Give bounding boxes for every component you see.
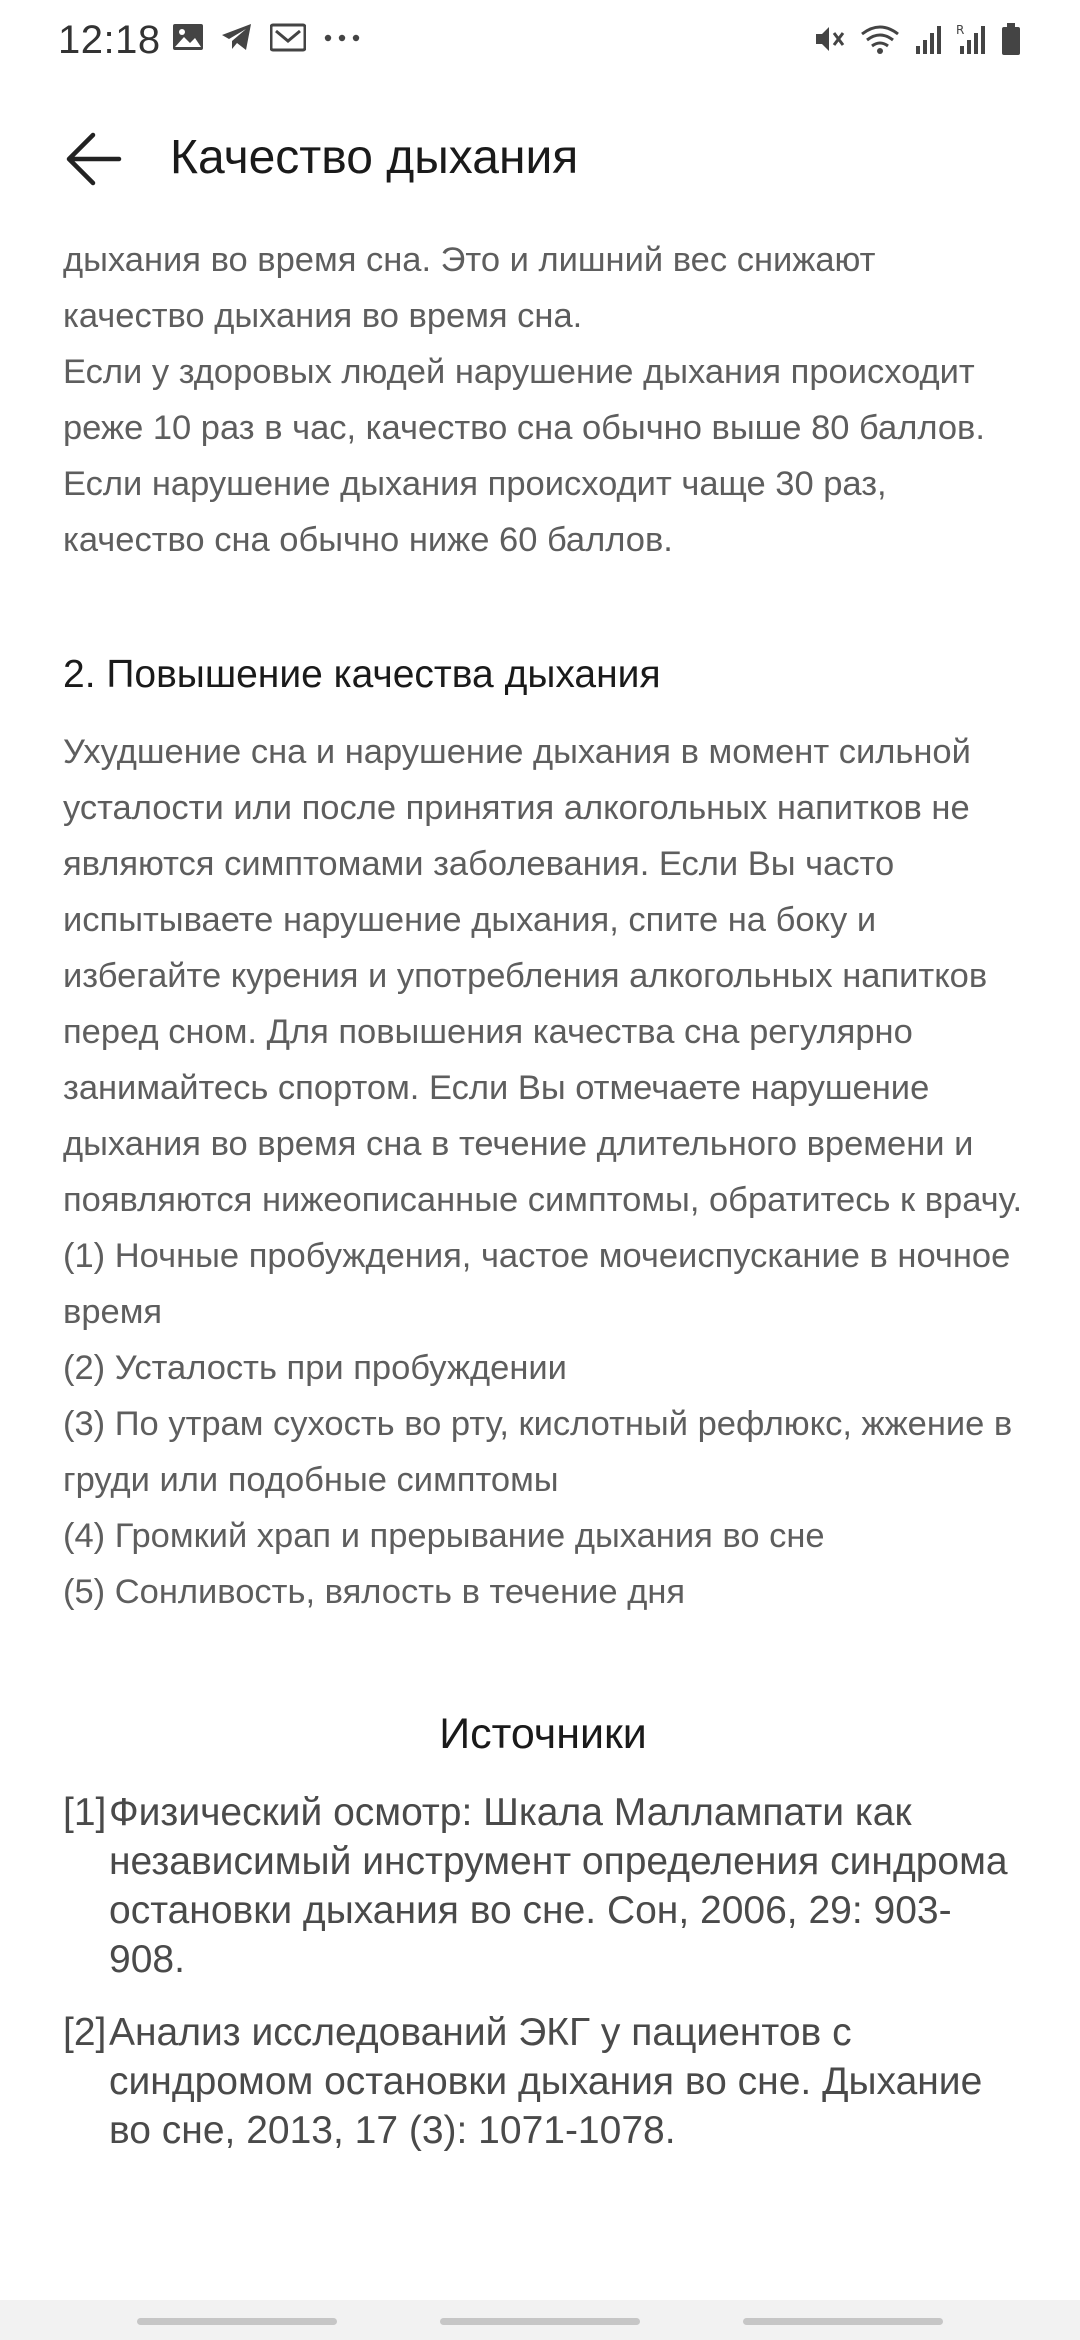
symptom-item: (1) Ночные пробуждения, частое мочеиспускание в ночное время [63,1237,1011,1331]
status-right-icons [812,22,1022,61]
signal-icon [914,22,942,61]
battery-icon [1000,22,1022,61]
signal-roaming-icon [956,22,986,61]
symptom-item: (5) Сонливость, вялость в течение дня [63,1573,686,1611]
nav-home-handle[interactable] [440,2318,640,2325]
more-dots-icon [322,22,362,52]
symptom-item: (4) Громкий храп и прерывание дыхания во сне [63,1517,825,1555]
mute-icon [812,22,846,61]
symptom-item: (2) Усталость при пробуждении [63,1349,567,1387]
section-paragraph: Ухудшение сна и нарушение дыхания в момент сильной усталости или после принятия алкогольных напитков не являются симптомами заболевания. Если Вы часто испытываете нарушение дыхания, спите на боку и избегайте курения и употребления алкогольных напитков перед сном. Для повышения качества сна регулярно занимайтесь спортом. Если Вы отмечаете нарушение дыхания во время сна в течение длительного времени и появляются нижеописанные симптомы, обратитесь к врачу. [63,733,1023,1219]
sources-title: Источники [439,1710,647,1758]
svg-text:R: R [956,23,965,37]
page-title: Качество дыхания [170,131,579,184]
source-item [63,1788,1023,1984]
symptom-item: (3) По утрам сухость во рту, кислотный рефлюкс, жжение в груди или подобные симптомы [63,1405,1013,1499]
source-text: Анализ исследований ЭКГ у пациентов с синдромом остановки дыхания во сне. Дыхание во сне, 2013, 17 (3): 1071-1078. [109,2011,983,2152]
source-number: [1] [63,1791,107,1834]
source-number: [2] [63,2011,107,2054]
nav-recents-handle[interactable] [137,2318,337,2325]
back-button[interactable] [58,126,128,196]
image-icon [172,22,204,52]
status-time: 12:18 [58,18,161,62]
intro-paragraph: дыхания во время сна. Это и лишний вес снижают качество дыхания во время сна. [63,241,876,335]
mail-icon [270,22,306,52]
status-bar [0,0,1080,84]
article-content [63,232,1023,2179]
telegram-icon [220,22,254,52]
wifi-icon [860,22,900,61]
source-item [63,2008,1023,2155]
status-left-icons [172,22,362,52]
back-arrow-icon[interactable] [63,131,123,192]
nav-back-handle[interactable] [743,2318,943,2325]
section-heading: 2. Повышение качества дыхания [63,653,661,696]
intro-paragraph: Если у здоровых людей нарушение дыхания происходит реже 10 раз в час, качество сна обычно выше 80 баллов. Если нарушение дыхания происходит чаще 30 раз, качество сна обычно ниже 60 баллов. [63,353,985,559]
navigation-bar [0,2300,1080,2340]
source-text: Физический осмотр: Шкала Маллампати как независимый инструмент определения синдрома остановки дыхания во сне. Сон, 2006, 29: 903-908. [109,1791,1008,1981]
app-bar [0,108,1080,208]
